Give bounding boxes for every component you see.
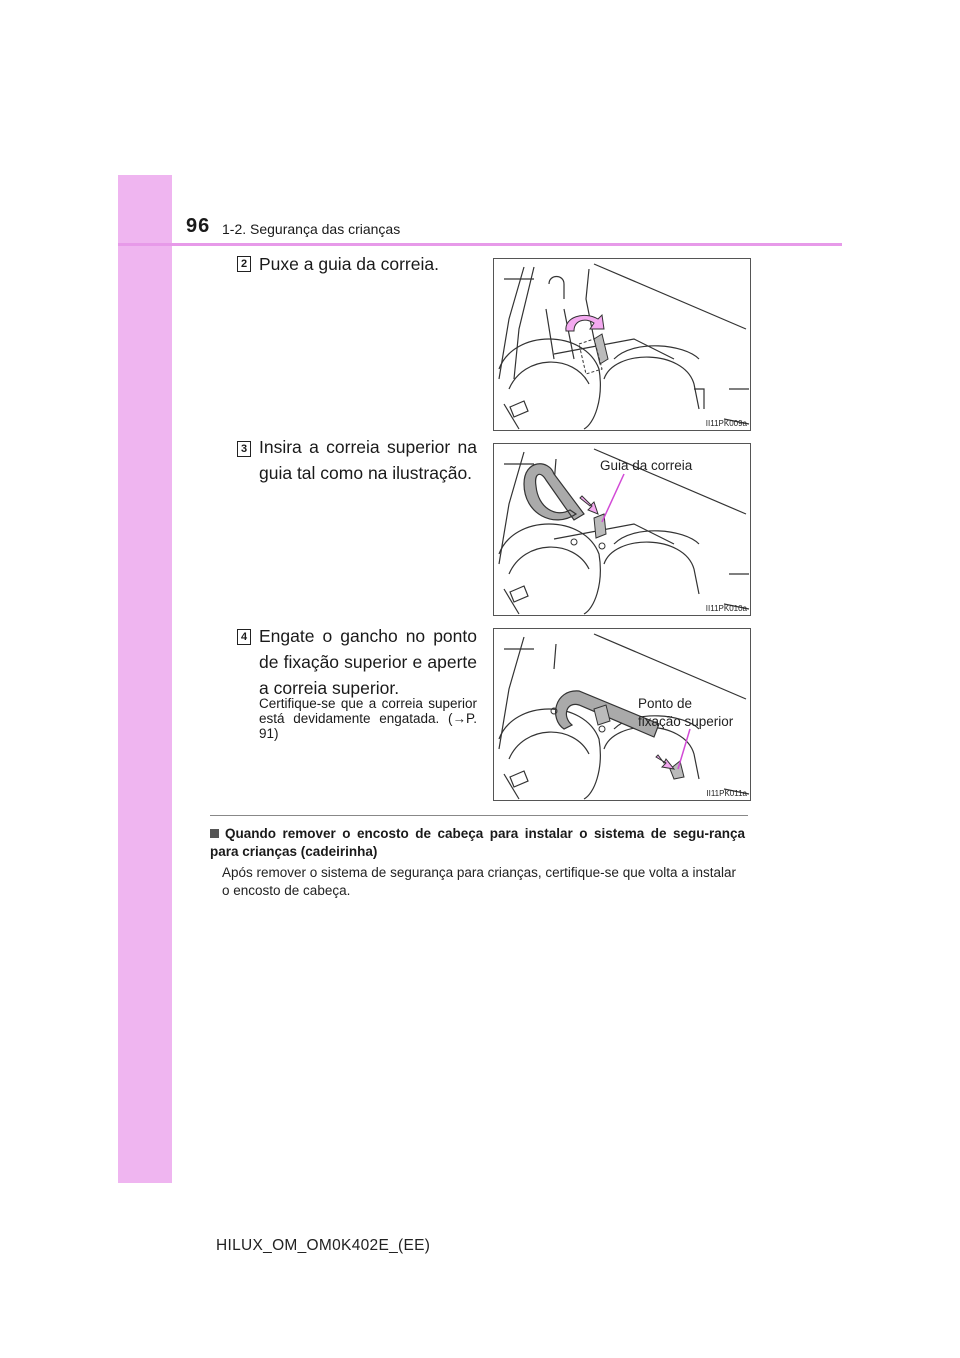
callout-strap-guide: Guia da correia [600, 458, 693, 473]
square-bullet-icon [210, 829, 219, 838]
note-divider [210, 815, 748, 816]
info-note-title [210, 825, 745, 861]
figure-engage-hook [493, 628, 751, 801]
callout-anchor-line2: fixação superior [638, 714, 734, 729]
step-3-text: Insira a correia superior na guia tal como na ilustração. [259, 437, 477, 483]
figure-id: II11PK011a [706, 789, 747, 798]
footer-document-code: HILUX_OM_OM0K402E_(EE) [216, 1237, 431, 1254]
info-note-body: Após remover o sistema de segurança para crianças, certifique-se que volta a instalar o encosto de cabeça. [222, 865, 737, 898]
seat-illustration-1 [494, 259, 750, 430]
step-4-text: Engate o gancho no ponto de fixação superior e aperte a correia superior. [259, 626, 477, 698]
step-number-3: 3 [237, 441, 251, 457]
step-number-2: 2 [237, 256, 251, 272]
section-title: 1-2. Segurança das crianças [222, 221, 401, 237]
step-number-4: 4 [237, 629, 251, 645]
chapter-sidebar-tab [118, 175, 172, 1183]
step-2-text: Puxe a guia da correia. [259, 254, 439, 274]
page-number: 96 [186, 215, 211, 237]
figure-insert-strap [493, 443, 751, 616]
figure-id: II11PK009a [705, 419, 747, 428]
header-rule [118, 243, 842, 246]
callout-anchor-line1: Ponto de [638, 696, 693, 711]
callout-anchor-point [638, 695, 733, 731]
step-4-note: Certifique-se que a correia superior está devidamente engatada. (→P. 91) [259, 696, 477, 741]
figure-pull-strap-guide [493, 258, 751, 431]
figure-id: II11PK010a [705, 604, 747, 613]
info-note-title-text: Quando remover o encosto de cabeça para instalar o sistema de segu-rança para crianças (cadeirinha) [210, 826, 745, 859]
